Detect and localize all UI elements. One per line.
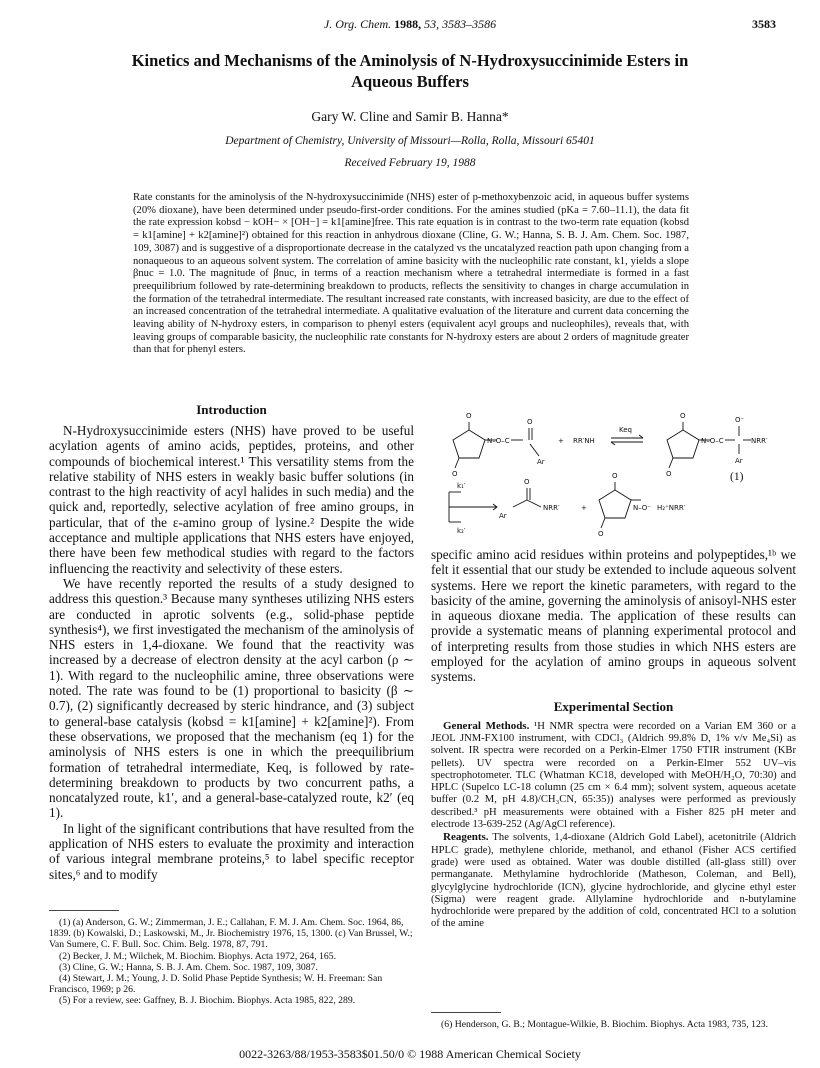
intro-paragraph: We have recently reported the results of a study designed to address this question.³ Because many syntheses utilizing NHS esters are conducted in aprotic solvents (e.g., solid-phase peptide synthesis⁴), we first investigated the mechanism of the aminolysis of NHS esters in 1,4-dioxane. We found that the reactivity was increased by a decrease of electron density at the acyl carbon (ρ ∼ 1). With regard to the nucleophilic amine, three observations were noted. The rate was found to be (1) proportional to basicity (β ∼ 0.7), (2) significantly decreased by steric hindrance, and (3) subject to general-base catalysis (kobsd = k1[amine] + k2[amine]²). From these observations, we proposed that the mechanism (eq 1) for the aminolysis of NHS esters is one in which the preequilibrium formation of tetrahedral intermediate, Keq, is followed by rate-determining breakdown to products by two concurrent paths, a noncatalyzed route, k1′, and a general-base-catalyzed route, k2′ (eq 1). xyxy=(49,575,414,821)
footnotes xyxy=(49,910,414,1007)
journal-name: J. Org. Chem. xyxy=(323,17,392,31)
aryl-label: Ar xyxy=(537,458,545,466)
plus-sign: + xyxy=(558,437,564,445)
amine-label: RR′NH xyxy=(573,437,595,445)
rate-constant-k2: k₂′ xyxy=(457,527,466,535)
svg-text:O: O xyxy=(466,412,472,420)
copyright-line: 0022-3263/88/1953-3583$01.50/0 © 1988 American Chemical Society xyxy=(239,1047,581,1061)
reagents-label: Reagents. xyxy=(443,831,489,844)
general-methods-paragraph xyxy=(431,720,796,832)
svg-text:O: O xyxy=(527,418,533,426)
aryl-label: Ar xyxy=(735,457,743,465)
svg-text:O: O xyxy=(612,472,618,480)
amide-label: NRR′ xyxy=(543,504,560,512)
svg-text:O: O xyxy=(598,530,604,538)
journal-year: 1988, xyxy=(394,17,422,31)
svg-text:O⁻: O⁻ xyxy=(735,416,745,424)
succinimide-ring xyxy=(453,430,485,458)
equilibrium-constant: Keq xyxy=(619,426,632,434)
journal-citation xyxy=(0,17,820,32)
footnote-6 xyxy=(431,1012,796,1030)
equation-number: (1) xyxy=(730,471,744,483)
footnote: (1) (a) Anderson, G. W.; Zimmerman, J. E.; Callahan, F. M. J. Am. Chem. Soc. 1964, 86, 1839. (b) Kowalski, D.; Laskowski, M., Jr. Biochemistry 1976, 15, 1300. (c) Van Brussel, W.; Van Sumere, C. F. Bull. Soc. Chim. Belg. 1978, 87, 791. xyxy=(49,917,413,951)
intro-continuation: specific amino acid residues within proteins and polypeptides,¹ᵇ we felt it essential that our study be extended to include aqueous solvent systems. Here we report the kinetic parameters, with regard to the basicity of the amine, governing the aminolysis of anisoyl-NHS ester in aqueous dioxane media. The application of these results can provide a systematic means of planning experimental protocol and of interpreting results from those studies in which NHS esters are employed for the acylation of amino groups in aqueous solvent systems. xyxy=(431,547,796,685)
reagents-paragraph xyxy=(431,831,796,930)
left-column xyxy=(49,402,414,882)
intro-heading: Introduction xyxy=(196,402,267,417)
aryl-label: Ar xyxy=(499,512,507,520)
succinimide-ring xyxy=(667,430,699,458)
reagents-text: The solvents, 1,4-dioxane (Aldrich Gold Label), acetonitrile (Aldrich HPLC grade), methylene chloride, methanol, and ethanol (Fisher ACS certified grade) were used as obtained. Water was double distilled (all-glass still) over permanganate. Methylamine hydrochloride (Matheson, Coleman, and Bell), glycylglycine hydrochloride (ICN), glycine hydrochloride, and glycine ethyl ester (Sigma) were reagent grade. Allylamine hydrochloride and n-butylamine hydrochloride were prepared by the addition of cold, concentrated HCl to a solution of the amine xyxy=(431,832,796,930)
svg-text:O: O xyxy=(666,470,672,478)
author-affiliation: Department of Chemistry, University of Missouri—Rolla, Rolla, Missouri 65401 xyxy=(225,135,595,147)
article-authors: Gary W. Cline and Samir B. Hanna* xyxy=(311,109,509,124)
right-column xyxy=(431,547,796,931)
svg-text:NRR′: NRR′ xyxy=(751,437,768,445)
plus-sign: + xyxy=(581,504,587,512)
journal-volume: 53, xyxy=(424,17,440,31)
intro-paragraph: N-Hydroxysuccinimide esters (NHS) have proved to be useful acylation agents of amino acids, peptides, proteins, and other compounds of biochemical interest.¹ This versatility stems from the relative stability of NHS esters in weakly basic buffer solutions (in contrast to the high reactivity of acyl halides in such media) and the quick and, reportedly, selective acylation of free amino groups, in particular, that of the ε-amino group of lysine.² Despite the wide acceptance and multiple applications that NHS esters have enjoyed, there have been few methodical studies with regard to the factors influencing the reactivity and selectivity of these esters. xyxy=(49,423,414,576)
journal-pages: 3583–3586 xyxy=(442,17,497,31)
footnote: (2) Becker, J. M.; Wilchek, M. Biochim. Biophys. Acta 1972, 264, 165. xyxy=(59,950,336,962)
experimental-heading: Experimental Section xyxy=(553,698,674,714)
article-title: Kinetics and Mechanisms of the Aminolysis of N-Hydroxysuccinimide Esters in Aqueous Buffers xyxy=(131,51,689,91)
footnote-rule xyxy=(49,910,119,911)
rate-constant-k1: k₁′ xyxy=(457,482,466,490)
svg-text:O: O xyxy=(452,470,458,478)
svg-text:O: O xyxy=(524,478,530,486)
succinimide-ring xyxy=(599,490,631,518)
page-number: 3583 xyxy=(752,17,776,31)
footnote-rule xyxy=(431,1012,501,1013)
footnote: (6) Henderson, G. B.; Montague-Wilkie, B. Biochim. Biophys. Acta 1983, 735, 123. xyxy=(441,1019,769,1030)
ammonium-label: H₂⁺NRR′ xyxy=(657,504,686,512)
abstract: Rate constants for the aminolysis of the N-hydroxysuccinimide (NHS) ester of p-methoxybenzoic acid, in aqueous buffer systems (20% dioxane), have been determined under pseudo-first-order conditions. For the amines studied (pKa = 7.60–11.1), the data fit the rate expression kobsd − kOH− × [OH−] = k1[amine]free. This rate equation is in contrast to the two-term rate equation (kobsd = k1[amine] + k2[amine]²) obtained for this reaction in anhydrous dioxane (Cline, G. W.; Hanna, S. B. J. Am. Chem. Soc. 1987, 109, 3087) and is suggestive of a disproportionate decrease in the catalyzed vs the uncatalyzed reaction path upon changing from a nonaqueous to an aqueous solvent system. The correlation of amine basicity with the nucleophilic rate constant, k1, yields a slope βnuc = 1.0. The magnitude of βnuc, in terms of a reaction mechanism where a tetrahedral intermediate is formed in a fast preequilibrium followed by rate-determining breakdown to products, reflects the sensitivity to changes in charge accumulation in the formation of the tetrahedral intermediate. The resultant increased rate constants, with increased basicity, are due to the effect of an increased concentration of the tetrahedral intermediate. A qualitative evaluation of the literature and current data concerning the leaving ability of N-hydroxy esters, in comparison to phenyl esters (equivalent acyl groups and nucleophiles), reveals that, with leaving groups of comparable basicity, the nucleophilic rate constants for N-hydroxy esters are about 2 orders of magnitude greater than that for phenyl esters. xyxy=(133,192,689,356)
svg-text:O: O xyxy=(680,412,686,420)
general-methods-text: ¹H NMR spectra were recorded on a Varian EM 360 or a JEOL JNM-FX100 instrument, with CDCl₃ (Aldrich 99.8% D, 1% v/v Me₄Si) as solvent. IR spectra were recorded on a Perkin-Elmer 1750 FTIR instrument (KBr pellets). UV spectra were recorded on a Perkin-Elmer 552 UV–vis spectrophotometer. TLC (Whatman KC18, developed with MeOH/H₂O, 70:30) and HPLC (Supelco LC-18 column (25 cm × 6.4 mm); solvent system, aqueous acetate buffer (0.2 M, pH 4.8)/CH₃CN, 65:35)) analyses were performed as previously described.³ pH measurements were obtained with a Fisher 825 pH meter and electrode 13-639-252 (Ag/AgCl reference). xyxy=(431,720,796,831)
footnote: (5) For a review, see: Gaffney, B. J. Biochim. Biophys. Acta 1985, 822, 289. xyxy=(59,995,356,1007)
received-date: Received February 19, 1988 xyxy=(344,157,476,169)
general-methods-label: General Methods. xyxy=(443,719,530,732)
intro-paragraph: In light of the significant contributions that have resulted from the application of NHS esters to evaluate the proximity and interaction of various integral membrane proteins,⁵ to label specific receptor sites,⁶ and to modify xyxy=(49,820,414,882)
svg-text:N–O–C: N–O–C xyxy=(487,437,510,445)
svg-text:N–O⁻: N–O⁻ xyxy=(633,504,651,512)
svg-text:N–O–C: N–O–C xyxy=(701,437,724,445)
footnote: (4) Stewart, J. M.; Young, J. D. Solid Phase Peptide Synthesis; W. H. Freeman: San Francisco, 1969; p 26. xyxy=(49,973,383,996)
footnote: (3) Cline, G. W.; Hanna, S. B. J. Am. Chem. Soc. 1987, 109, 3087. xyxy=(59,961,318,973)
